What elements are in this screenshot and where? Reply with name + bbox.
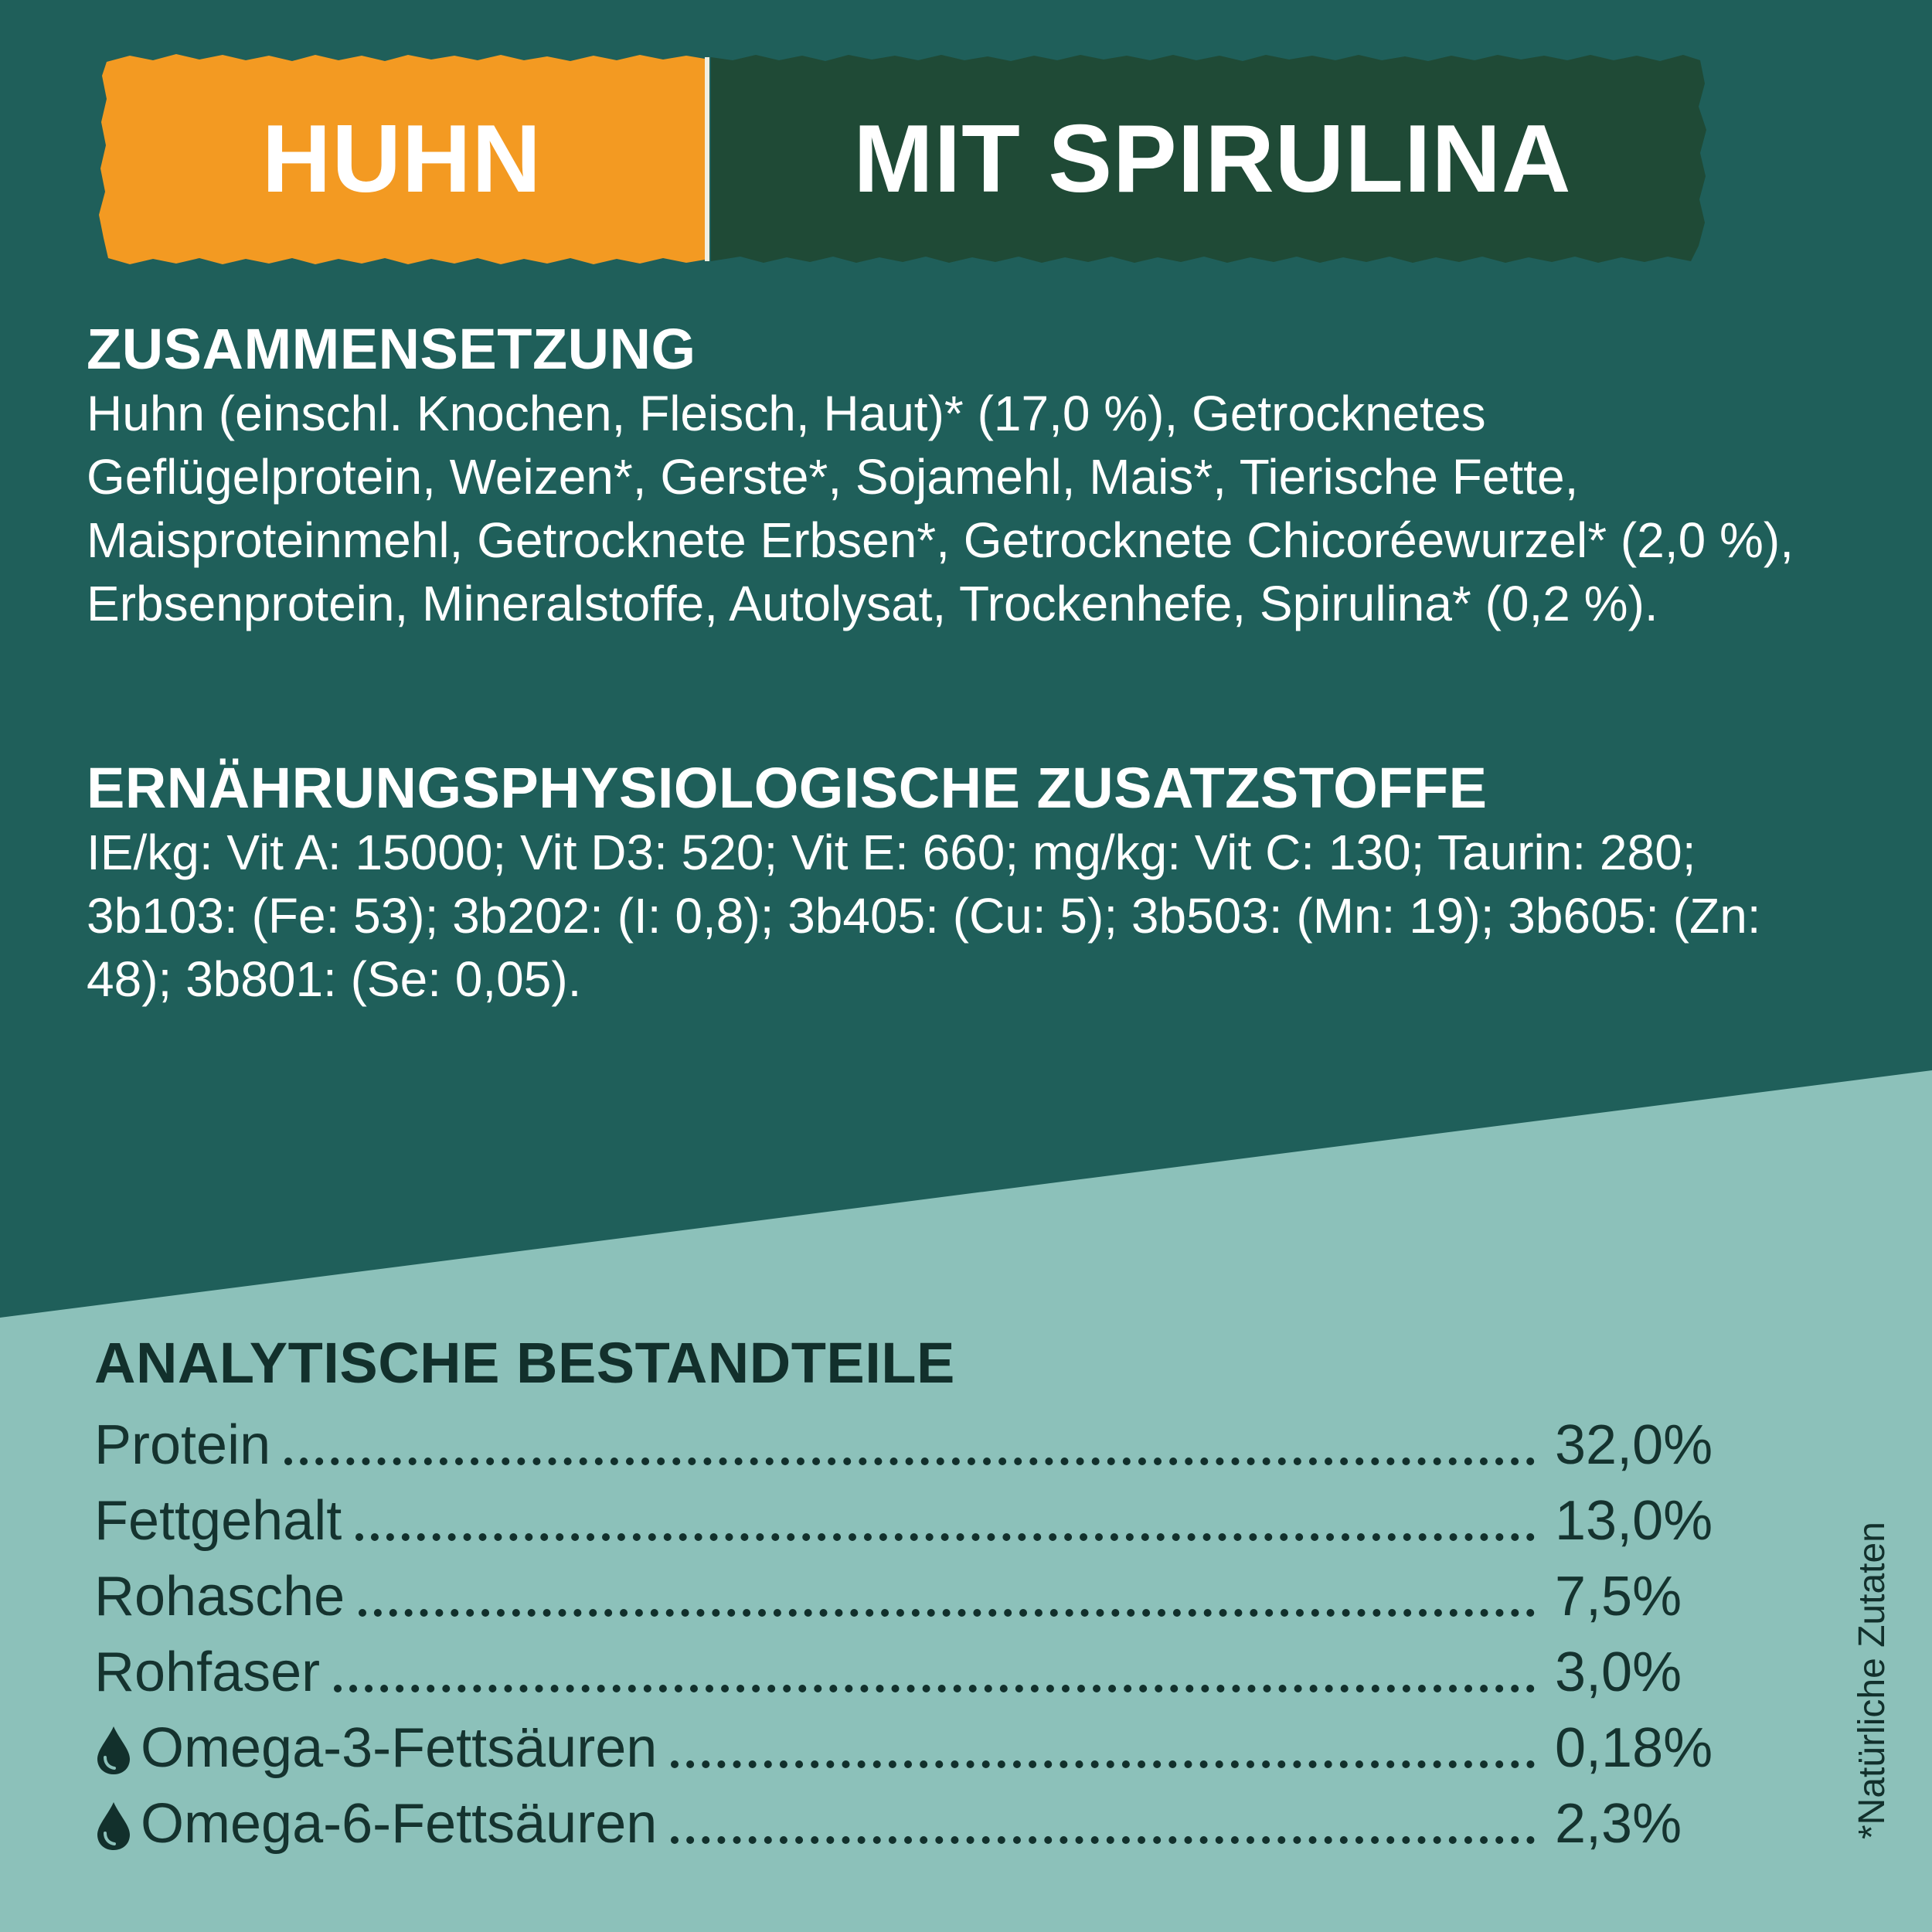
analysis-label: Fettgehalt	[94, 1490, 342, 1552]
analysis-label: Rohfaser	[94, 1641, 321, 1703]
analysis-value: 13,0%	[1555, 1490, 1713, 1552]
additives-text: IE/kg: Vit A: 15000; Vit D3: 520; Vit E: 660; mg/kg: Vit C: 130; Taurin: 280; 3b103: (Fe: 53); 3b202: (I: 0,8); 3b405: (Cu: 5); 3b503: (Mn: 19); 3b605: (Zn: 48); 3b801: (Se: 0,05).	[87, 825, 1761, 1007]
analysis-heading: ANALYTISCHE BESTANDTEILE	[94, 1331, 955, 1395]
dot-leader	[671, 1836, 1535, 1844]
dot-leader	[355, 1533, 1535, 1541]
analysis-label: Omega-3-Fettsäuren	[141, 1717, 658, 1779]
analysis-row-rohfaser	[94, 1628, 1725, 1703]
additives-section	[87, 756, 1833, 1011]
analysis-row-protein	[94, 1400, 1725, 1476]
drop-icon	[94, 1801, 133, 1852]
analysis-row-omega6	[94, 1779, 1725, 1855]
banner-feature-label: MIT SPIRULINA	[853, 106, 1572, 213]
analysis-value: 0,18%	[1555, 1717, 1713, 1779]
analysis-row-omega3	[94, 1703, 1725, 1779]
analysis-value: 7,5%	[1555, 1566, 1682, 1628]
dot-leader	[671, 1760, 1535, 1768]
analysis-value: 2,3%	[1555, 1793, 1682, 1855]
analysis-label: Rohasche	[94, 1566, 345, 1628]
drop-icon	[94, 1725, 133, 1776]
banner-flavor-label: HUHN	[261, 106, 543, 213]
dot-leader	[334, 1685, 1535, 1692]
analysis-value: 32,0%	[1555, 1414, 1713, 1476]
analysis-row-fettgehalt	[94, 1476, 1725, 1552]
product-banner	[99, 53, 1708, 266]
analysis-label-wrap	[94, 1717, 657, 1779]
analysis-section	[94, 1331, 1725, 1855]
dot-leader	[284, 1458, 1535, 1465]
analysis-label: Omega-6-Fettsäuren	[141, 1793, 658, 1855]
dot-leader	[359, 1609, 1535, 1617]
analysis-value: 3,0%	[1555, 1641, 1682, 1703]
ingredients-text: Huhn (einschl. Knochen, Fleisch, Haut)* (17,0 %), Getrocknetes Geflügelprotein, Weizen*, Gerste*, Sojamehl, Mais*, Tierische Fette, Maisproteinmehl, Getrocknete Erbsen*, Getrocknete Chicoréewurzel* (2,0 %), Erbsenprotein, Mineralstoffe, Autolysat, Trockenhefe, Spirulina* (0,2 %).	[87, 386, 1794, 631]
analysis-label: Protein	[94, 1414, 271, 1476]
analysis-row-rohasche	[94, 1552, 1725, 1628]
ingredients-heading: ZUSAMMENSETZUNG	[87, 317, 696, 381]
additives-heading: ERNÄHRUNGSPHYSIOLOGISCHE ZUSATZSTOFFE	[87, 756, 1488, 820]
footnote-natural-ingredients: *Natürliche Zutaten	[1852, 1522, 1893, 1839]
ingredients-section	[87, 317, 1833, 635]
analysis-label-wrap	[94, 1793, 657, 1855]
